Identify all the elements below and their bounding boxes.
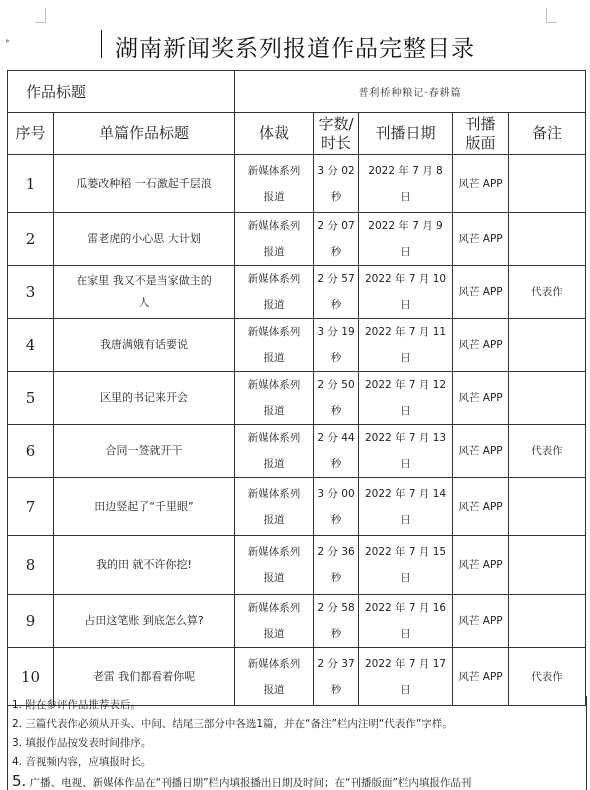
- row-genre: 新媒体系列 报道: [235, 213, 314, 266]
- table-row: [8, 213, 586, 266]
- row-title: 在家里 我又不是当家做主的 人: [54, 266, 235, 319]
- row-edition: 风芒 APP: [453, 425, 509, 478]
- row-title: 区里的书记来开会: [54, 372, 235, 425]
- row-date: 2022 年 7 月 14 日: [359, 478, 453, 536]
- row-edition: 风芒 APP: [453, 536, 509, 595]
- row-index: 9: [8, 595, 54, 648]
- row-remark: 代表作: [509, 266, 586, 319]
- row-length: 2 分 44 秒: [314, 425, 359, 478]
- table-row: [8, 155, 586, 213]
- text-cursor: [101, 30, 102, 58]
- row-length: 2 分 07 秒: [314, 213, 359, 266]
- row-index: 6: [8, 425, 54, 478]
- row-index: 1: [8, 155, 54, 213]
- row-length: 3 分 02 秒: [314, 155, 359, 213]
- corner-crop-mark: [35, 8, 46, 23]
- row-edition: 风芒 APP: [453, 648, 509, 706]
- row-genre: 新媒体系列 报道: [235, 425, 314, 478]
- row-genre: 新媒体系列 报道: [235, 595, 314, 648]
- row-length: 2 分 36 秒: [314, 536, 359, 595]
- corner-crop-mark: [546, 8, 557, 23]
- note-5-number: 5.: [12, 772, 27, 790]
- work-title-label: 作品标题: [8, 71, 235, 113]
- row-length: 2 分 58 秒: [314, 595, 359, 648]
- row-remark: 代表作: [509, 648, 586, 706]
- row-remark: [509, 319, 586, 372]
- row-date: 2022 年 7 月 10 日: [359, 266, 453, 319]
- row-edition: 风芒 APP: [453, 372, 509, 425]
- row-date: 2022 年 7 月 12 日: [359, 372, 453, 425]
- row-index: 5: [8, 372, 54, 425]
- note-4: 4. 音视频内容，应填报时长。: [12, 756, 152, 768]
- row-title: 老雷 我们都看着你呢: [54, 648, 235, 706]
- header-remark: 备注: [509, 113, 586, 155]
- row-edition: 风芒 APP: [453, 155, 509, 213]
- row-remark: [509, 595, 586, 648]
- row-date: 2022 年 7 月 16 日: [359, 595, 453, 648]
- row-edition: 风芒 APP: [453, 595, 509, 648]
- row-index: 8: [8, 536, 54, 595]
- header-edition: 刊播 版面: [453, 113, 509, 155]
- row-date: 2022 年 7 月 15 日: [359, 536, 453, 595]
- row-edition: 风芒 APP: [453, 213, 509, 266]
- note-5: [8, 772, 586, 790]
- notes-section: [7, 696, 587, 790]
- row-genre: 新媒体系列 报道: [235, 372, 314, 425]
- header-genre: 体裁: [235, 113, 314, 155]
- row-edition: 风芒 APP: [453, 266, 509, 319]
- row-genre: 新媒体系列 报道: [235, 319, 314, 372]
- header-length: 字数/ 时长: [314, 113, 359, 155]
- row-genre: 新媒体系列 报道: [235, 648, 314, 706]
- row-date: 2022 年 7 月 17 日: [359, 648, 453, 706]
- row-remark: [509, 372, 586, 425]
- row-genre: 新媒体系列 报道: [235, 266, 314, 319]
- row-length: 2 分 37 秒: [314, 648, 359, 706]
- table-row: [8, 478, 586, 536]
- row-length: 2 分 57 秒: [314, 266, 359, 319]
- row-edition: 风芒 APP: [453, 478, 509, 536]
- page-title: 湖南新闻奖系列报道作品完整目录: [115, 36, 475, 62]
- header-single-title: 单篇作品标题: [54, 113, 235, 155]
- row-length: 3 分 19 秒: [314, 319, 359, 372]
- row-title: 我的田 就不许你挖!: [54, 536, 235, 595]
- row-index: 3: [8, 266, 54, 319]
- row-date: 2022 年 7 月 13 日: [359, 425, 453, 478]
- table-row: [8, 425, 586, 478]
- table-row: [8, 266, 586, 319]
- row-index: 7: [8, 478, 54, 536]
- row-edition: 风芒 APP: [453, 319, 509, 372]
- row-date: 2022 年 7 月 9 日: [359, 213, 453, 266]
- row-remark: 代表作: [509, 425, 586, 478]
- series-title: 普利桥种粮记·春耕篇: [235, 71, 586, 113]
- table-row: [8, 319, 586, 372]
- row-date: 2022 年 7 月 8 日: [359, 155, 453, 213]
- catalog-table: [7, 70, 586, 706]
- row-index: 2: [8, 213, 54, 266]
- row-title: 田边竖起了“千里眼”: [54, 478, 235, 536]
- row-title: 合同一签就开干: [54, 425, 235, 478]
- row-genre: 新媒体系列 报道: [235, 155, 314, 213]
- row-length: 3 分 00 秒: [314, 478, 359, 536]
- row-title: 雷老虎的小心思 大计划: [54, 213, 235, 266]
- row-title: 我唐满娥有话要说: [54, 319, 235, 372]
- row-remark: [509, 213, 586, 266]
- row-index: 4: [8, 319, 54, 372]
- note-3: 3. 填报作品按发表时间排序。: [12, 737, 152, 749]
- row-remark: [509, 478, 586, 536]
- collapse-marker-icon: ▸: [6, 36, 11, 45]
- row-genre: 新媒体系列 报道: [235, 478, 314, 536]
- row-remark: [509, 536, 586, 595]
- note-1: 1. 附在参评作品推荐表后。: [12, 699, 141, 711]
- row-genre: 新媒体系列 报道: [235, 536, 314, 595]
- note-5-text: 广播、电视、新媒体作品在“刊播日期”栏内填报播出日期及时间；在“刊播版面”栏内填报作品刊: [29, 777, 472, 789]
- table-row: [8, 372, 586, 425]
- row-date: 2022 年 7 月 11 日: [359, 319, 453, 372]
- header-date: 刊播日期: [359, 113, 453, 155]
- row-index: 10: [8, 648, 54, 706]
- row-title: 占田这笔账 到底怎么算?: [54, 595, 235, 648]
- table-row: [8, 536, 586, 595]
- row-title: 瓜蒌改种稻 一石激起千层浪: [54, 155, 235, 213]
- row-remark: [509, 155, 586, 213]
- column-header-row: [8, 113, 586, 155]
- header-index: 序号: [8, 113, 54, 155]
- note-2: 2. 三篇代表作必须从开头、中间、结尾三部分中各选1篇，并在“备注”栏内注明“代表作”字样。: [12, 718, 453, 730]
- row-length: 2 分 50 秒: [314, 372, 359, 425]
- table-row: [8, 595, 586, 648]
- work-title-row: [8, 71, 586, 113]
